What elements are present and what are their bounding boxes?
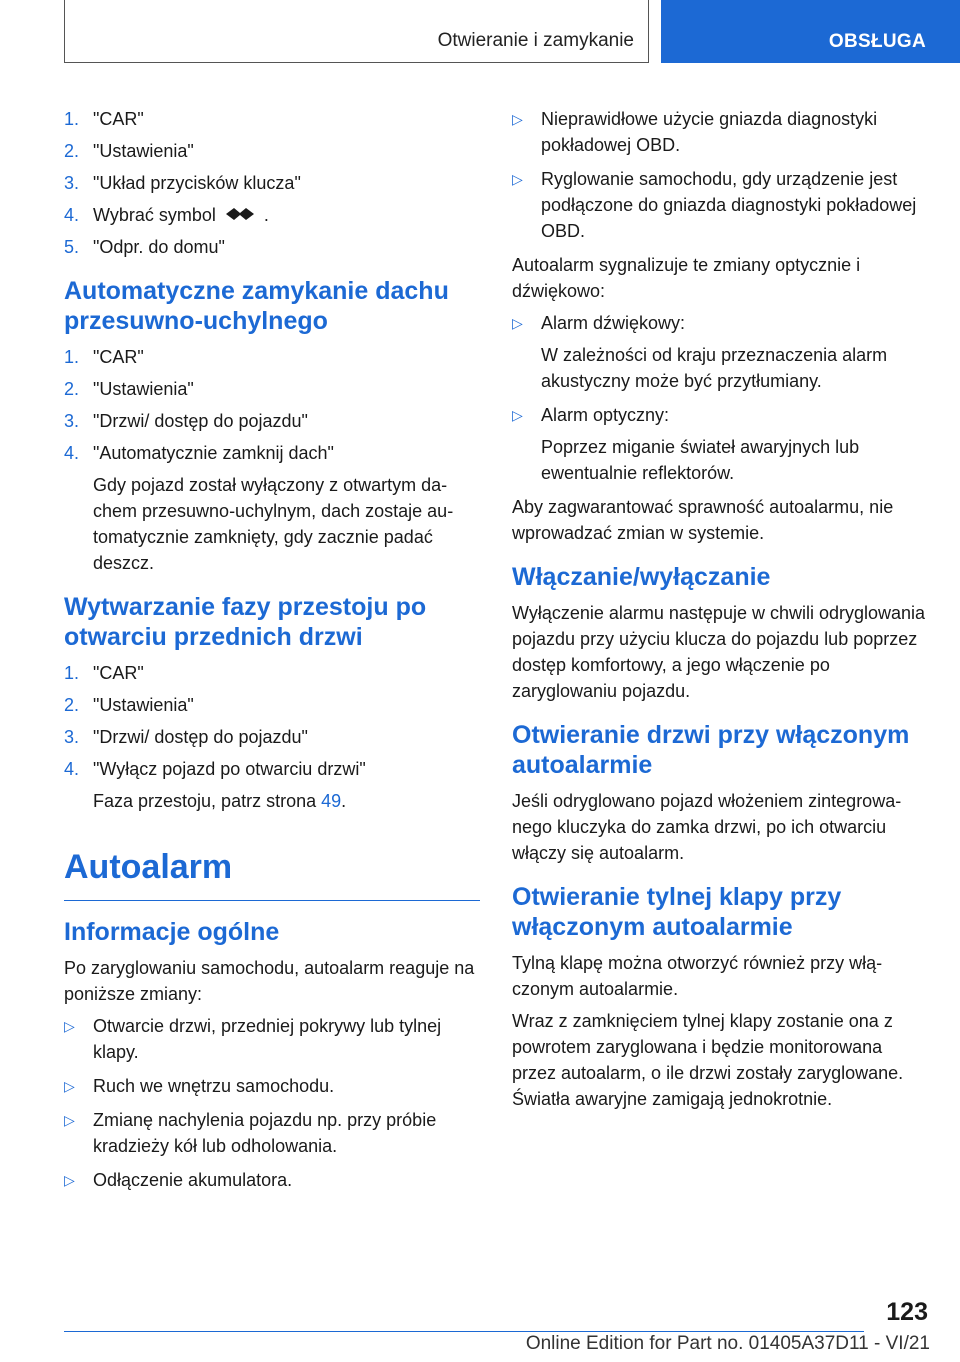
steps-home-light — [64, 106, 480, 260]
step-text: "Automatycznie zamknij dach" — [93, 443, 334, 463]
step-number: 1. — [64, 663, 80, 683]
step-text: "Układ przycisków klucza" — [93, 173, 301, 193]
list-item — [64, 170, 480, 196]
cross-reference-text: Faza przestoju, patrz strona — [93, 791, 317, 811]
footer-divider — [64, 1331, 864, 1332]
list-item — [64, 138, 480, 164]
list-item — [64, 408, 480, 434]
bullet-text: Ryglowanie samochodu, gdy urządzenie jest podłączone do gniazda diagnostyki pokładowej OBD. — [541, 169, 917, 241]
step-number: 3. — [64, 411, 80, 431]
step-number: 1. — [64, 347, 80, 367]
steps-idle-phase — [64, 660, 480, 814]
triangle-bullet-icon: ▷ — [512, 315, 523, 331]
left-column — [64, 106, 480, 1201]
triangle-bullet-icon: ▷ — [512, 407, 523, 423]
right-column — [512, 106, 928, 1118]
step-text: "CAR" — [93, 109, 144, 129]
paragraph-tailgate-1: Tylną klapę można otworzyć również przy włączonym autoalarmie. — [512, 953, 883, 999]
step-number: 1. — [64, 109, 80, 129]
bullets-triggers-continued — [512, 106, 928, 244]
list-item — [64, 376, 480, 402]
step-text: "CAR" — [93, 663, 144, 683]
triangle-bullet-icon: ▷ — [512, 171, 523, 187]
chapter-tab[interactable] — [661, 0, 960, 63]
step-number: 2. — [64, 695, 80, 715]
triangle-bullet-icon: ▷ — [64, 1172, 75, 1188]
bullet-description: Poprzez miganie świateł awaryjnych lub ewentualnie reflektorów. — [541, 437, 860, 483]
chapter-heading-autoalarm: Autoalarm — [64, 846, 480, 901]
step-number: 5. — [64, 237, 80, 257]
edition-footer: Online Edition for Part no. 01405A37D11 - VI/21 — [525, 1333, 930, 1354]
paragraph-open-doors: Jeśli odryglowano pojazd włożeniem zintegrowanego kluczyka do zamka drzwi, po ich otwarciu włączy się autoalarm. — [512, 791, 902, 863]
triangle-bullet-icon: ▷ — [512, 111, 523, 127]
bullet-text: Ruch we wnętrzu samochodu. — [93, 1076, 335, 1096]
page-header — [0, 0, 960, 66]
list-item — [512, 402, 928, 486]
list-item — [64, 344, 480, 370]
step-number: 4. — [64, 443, 80, 463]
list-item — [512, 106, 928, 158]
triangle-bullet-icon: ▷ — [64, 1078, 75, 1094]
step-text: Wybrać symbol — [93, 205, 216, 225]
bullet-text: Alarm dźwiękowy: — [541, 313, 686, 333]
step-number: 2. — [64, 379, 80, 399]
triangle-bullet-icon: ▷ — [64, 1112, 75, 1128]
paragraph-general: Po zaryglowaniu samochodu, autoalarm reaguje na poniższe zmiany: — [64, 958, 475, 1004]
bullet-text: Odłączenie akumulatora. — [93, 1170, 293, 1190]
paragraph-signal: Autoalarm sygnalizuje te zmiany optycznie i dźwiękowo: — [512, 255, 861, 301]
list-item — [512, 310, 928, 394]
list-item — [64, 1107, 480, 1159]
chevron-double-icon — [222, 204, 258, 224]
step-text: "Odpr. do domu" — [93, 237, 225, 257]
heading-idle-phase: Wytwarzanie fazy przestoju po otwarciu przednich drzwi — [64, 593, 427, 651]
step-text: "Ustawienia" — [93, 379, 194, 399]
heading-roof: Automatyczne zamykanie dachu przesuwno-uchylnego — [64, 277, 449, 335]
paragraph-guarantee: Aby zagwarantować sprawność autoalarmu, nie wprowadzać zmian w systemie. — [512, 497, 894, 543]
list-item — [512, 166, 928, 244]
page-number: 123 — [886, 1298, 928, 1326]
step-number: 3. — [64, 727, 80, 747]
step-description: Gdy pojazd został wyłączony z otwartym dachem przesuwno-uchylnym, dach zostaje automatycznie zamknięty, gdy zacznie padać deszcz. — [93, 475, 454, 573]
step-text: "Drzwi/ dostęp do pojazdu" — [93, 411, 308, 431]
step-number: 4. — [64, 759, 80, 779]
triangle-bullet-icon: ▷ — [64, 1018, 75, 1034]
list-item — [64, 440, 480, 576]
step-number: 2. — [64, 141, 80, 161]
heading-on-off: Włączanie/wyłączanie — [512, 563, 771, 591]
steps-roof — [64, 344, 480, 576]
bullet-text: Otwarcie drzwi, przedniej pokrywy lub tylnej klapy. — [93, 1016, 442, 1062]
list-item — [64, 724, 480, 750]
step-text: "CAR" — [93, 347, 144, 367]
bullets-alarm-types — [512, 310, 928, 486]
step-text: "Wyłącz pojazd po otwarciu drzwi" — [93, 759, 366, 779]
page-link[interactable]: 49 — [321, 791, 342, 811]
heading-open-doors: Otwieranie drzwi przy włączonym autoalarmie — [512, 721, 910, 779]
list-item — [64, 756, 480, 814]
list-item — [64, 660, 480, 686]
list-item — [64, 1073, 480, 1099]
bullet-description: W zależności od kraju przeznaczenia alarm akustyczny może być przytłumiany. — [541, 345, 888, 391]
list-item — [64, 106, 480, 132]
bullets-triggers — [64, 1013, 480, 1193]
step-text-end: . — [263, 205, 269, 225]
paragraph-tailgate-2: Wraz z zamknięciem tylnej klapy zostanie ona z powrotem zaryglowana i będzie monitorowana przez autoalarm, o ile drzwi zostały zaryglowane. Światła awaryjne zamigają jednokrotnie. — [512, 1011, 904, 1109]
bullet-text: Zmianę nachylenia pojazdu np. przy próbie kradzieży kół lub odholowania. — [93, 1110, 437, 1156]
list-item — [64, 1013, 480, 1065]
cross-reference-end: . — [341, 791, 347, 811]
list-item — [64, 202, 480, 228]
list-item — [64, 1167, 480, 1193]
step-number: 3. — [64, 173, 80, 193]
section-title-box — [64, 0, 649, 63]
bullet-text: Alarm optyczny: — [541, 405, 670, 425]
step-number: 4. — [64, 205, 80, 225]
bullet-text: Nieprawidłowe użycie gniazda diagnostyki pokładowej OBD. — [541, 109, 878, 155]
chapter-tab-label: OBSŁUGA — [828, 31, 926, 52]
paragraph-on-off: Wyłączenie alarmu następuje w chwili odryglowania pojazdu przy użyciu klucza do pojazdu lub poprzez dostęp komfortowy, a jego włączenie po zaryglowaniu pojazdu. — [512, 603, 926, 701]
step-text: "Ustawienia" — [93, 141, 194, 161]
step-text: "Drzwi/ dostęp do pojazdu" — [93, 727, 308, 747]
step-text: "Ustawienia" — [93, 695, 194, 715]
heading-general-info: Informacje ogólne — [64, 918, 280, 946]
list-item — [64, 234, 480, 260]
heading-open-tailgate: Otwieranie tylnej klapy przy włączonym autoalarmie — [512, 883, 842, 941]
list-item — [64, 692, 480, 718]
section-title: Otwieranie i zamykanie — [437, 30, 634, 51]
step-description — [93, 788, 480, 814]
